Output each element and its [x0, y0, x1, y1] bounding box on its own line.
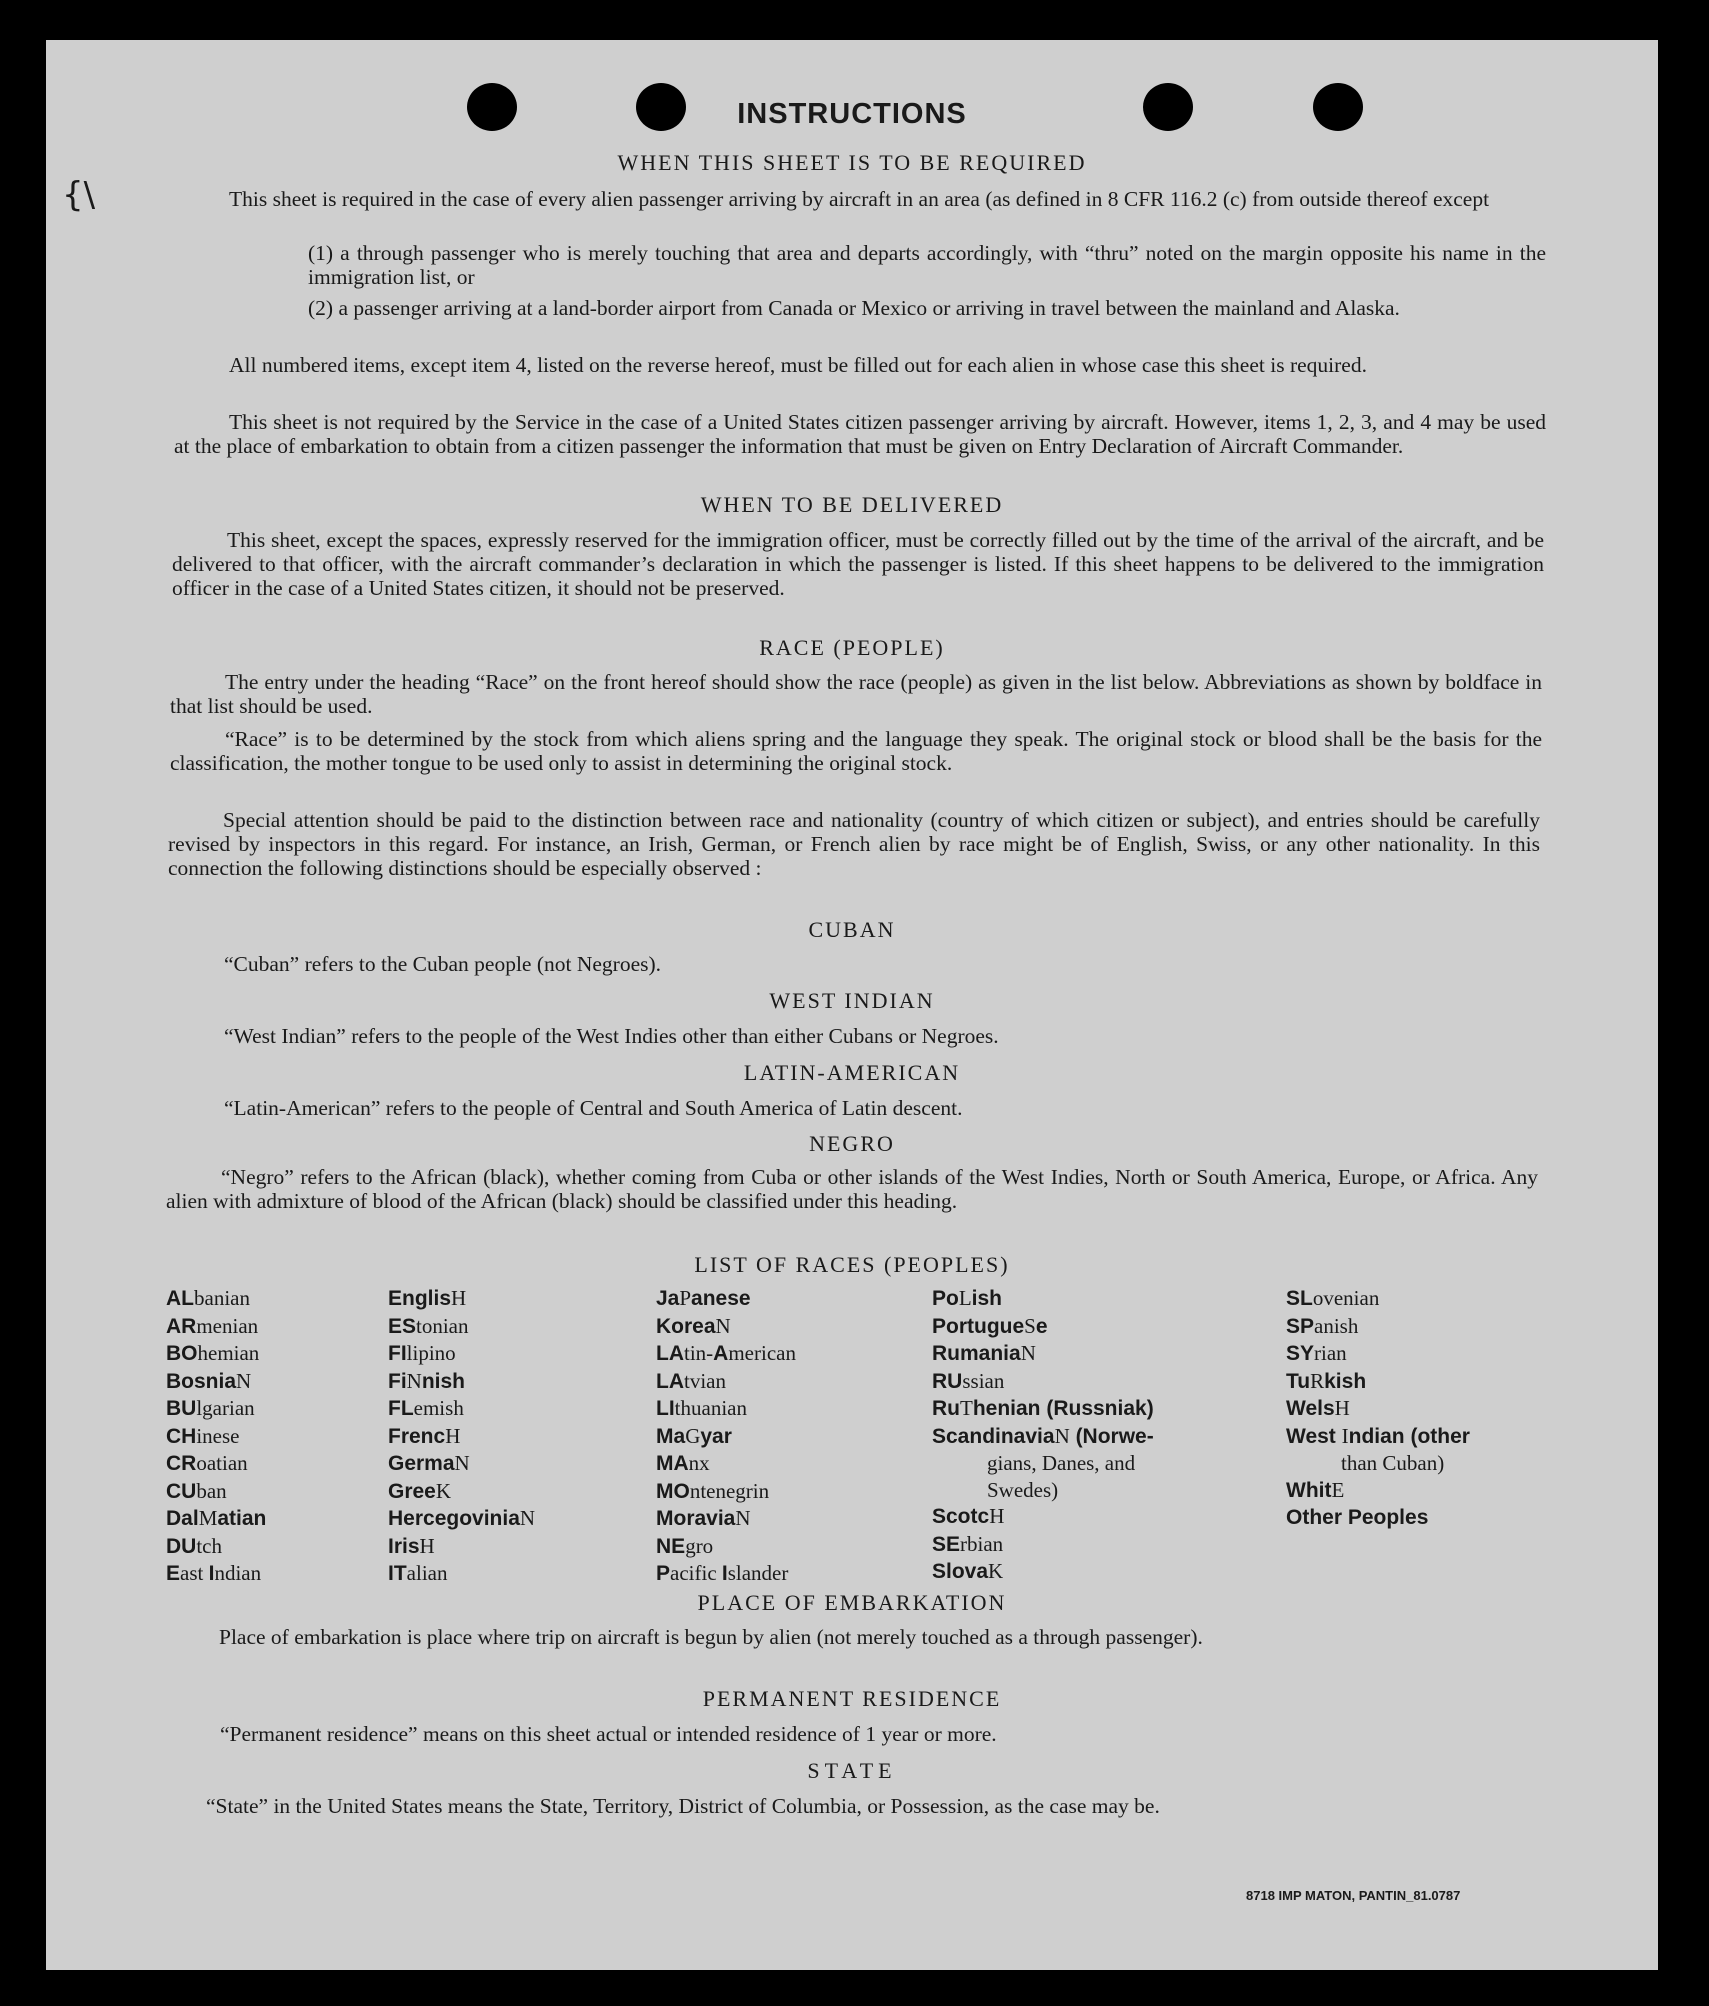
page-title: INSTRUCTIONS: [737, 98, 967, 130]
race-entry: [388, 1505, 535, 1533]
race-abbreviation: BO: [166, 1342, 198, 1365]
race-entry-text: than Cuban): [1341, 1451, 1445, 1475]
race-abbreviation: NE: [656, 1534, 686, 1558]
heading-race: RACE (PEOPLE): [759, 635, 945, 660]
race-entry: [166, 1395, 266, 1423]
race-abbreviation: Wels: [1286, 1397, 1335, 1420]
race-entry: [388, 1450, 535, 1478]
race-entry: [166, 1560, 266, 1588]
race-entry-text: gians, Danes, and: [987, 1451, 1136, 1475]
race-entry-text: hemian: [197, 1341, 260, 1365]
race-entry-text: acific: [670, 1561, 722, 1585]
race-entry-text: banian: [194, 1286, 250, 1310]
race-entry: [388, 1533, 535, 1561]
race-column-2: [388, 1285, 535, 1588]
race-entry-text: M: [198, 1506, 218, 1530]
race-entry: [166, 1285, 266, 1313]
race-entry-text: H: [989, 1504, 1005, 1528]
race-abbreviation: MO: [656, 1479, 690, 1503]
race-abbreviation: Ja: [656, 1287, 680, 1310]
para-item-1: (1) a through passenger who is merely touching that area and departs accordingly, with “thru” noted on the margin opposite his name in the immigration list, or: [308, 241, 1546, 289]
race-entry: [388, 1313, 535, 1341]
race-entry-text: rian: [1314, 1341, 1347, 1365]
race-abbreviation: Korea: [656, 1314, 716, 1338]
para-delivered: This sheet, except the spaces, expressly reserved for the immigration officer, must be correctly filled out by the time of the arrival of the aircraft, and be delivered to that officer, with the aircraft commander’s declaration in which the passenger is listed. If this sheet happens to be delivered to the immigration officer in the case of a United States citizen, it should not be preserved.: [172, 528, 1544, 600]
race-abbreviation: LA: [656, 1369, 684, 1393]
race-entry: [932, 1313, 1154, 1341]
heading-list-of-races: LIST OF RACES (PEOPLES): [694, 1252, 1010, 1277]
race-entry: [932, 1395, 1154, 1423]
race-column-1: [166, 1285, 266, 1588]
race-abbreviation: nish: [421, 1369, 466, 1393]
race-entry-text: H: [419, 1533, 435, 1558]
race-abbreviation: Other Peoples: [1286, 1506, 1429, 1529]
race-entry: [166, 1423, 266, 1451]
race-entry: [1286, 1477, 1470, 1505]
race-entry: [166, 1533, 266, 1561]
race-entry-text: tch: [196, 1533, 222, 1558]
race-column-4: [932, 1285, 1154, 1586]
race-entry: [932, 1340, 1154, 1368]
race-entry: [656, 1313, 796, 1341]
race-entry: [932, 1558, 1154, 1586]
race-abbreviation: SP: [1286, 1314, 1315, 1338]
race-entry-text: K: [988, 1559, 1004, 1583]
race-entry: [1286, 1423, 1470, 1451]
race-entry: [656, 1423, 796, 1451]
race-entry-text: gro: [685, 1533, 714, 1558]
race-entry: [388, 1423, 535, 1451]
race-abbreviation: FI: [388, 1342, 407, 1365]
race-abbreviation: SL: [1286, 1287, 1313, 1310]
race-entry: [656, 1368, 796, 1396]
race-entry-text: N: [454, 1451, 470, 1475]
race-entry: [932, 1450, 1154, 1477]
race-column-5: [1286, 1285, 1470, 1532]
race-abbreviation: CH: [166, 1424, 197, 1448]
race-entry: [1286, 1368, 1470, 1396]
race-abbreviation: CR: [166, 1452, 197, 1475]
race-entry: [166, 1450, 266, 1478]
race-abbreviation: ndian (other: [1348, 1424, 1470, 1448]
para-race-2: “Race” is to be determined by the stock from which aliens spring and the language they speak. The original stock or blood shall be the basis for the classification, the mother tongue to be used only to assist in determining the original stock.: [170, 727, 1542, 775]
race-abbreviation: kish: [1324, 1369, 1367, 1393]
race-abbreviation: Portugue: [932, 1314, 1025, 1338]
para-cuban: “Cuban” refers to the Cuban people (not Negroes).: [224, 952, 662, 976]
race-abbreviation: Gree: [388, 1479, 436, 1503]
race-abbreviation: Germa: [388, 1452, 455, 1475]
race-entry-text: N: [1020, 1341, 1036, 1365]
race-abbreviation: Ru: [932, 1397, 960, 1420]
race-entry: [388, 1285, 535, 1313]
race-entry-text: N: [406, 1368, 422, 1393]
race-entry-text: ovenian: [1312, 1286, 1380, 1310]
race-entry: [656, 1478, 796, 1506]
race-entry: [656, 1505, 796, 1533]
race-abbreviation: I: [721, 1562, 728, 1585]
handwritten-mark: {\: [62, 175, 96, 215]
para-required-intro: This sheet is required in the case of every alien passenger arriving by aircraft in an area (as defined in 8 CFR 116.2 (c) from outside thereof except: [229, 187, 1490, 211]
race-abbreviation: BU: [166, 1397, 197, 1420]
race-entry-text: H: [1334, 1396, 1350, 1420]
race-entry-text: ssian: [962, 1368, 1005, 1393]
race-entry: [388, 1395, 535, 1423]
race-entry-text: lipino: [406, 1341, 456, 1365]
race-abbreviation: Scandinavia: [932, 1424, 1055, 1448]
race-abbreviation: Rumania: [932, 1342, 1021, 1365]
race-entry-text: ndian: [214, 1561, 262, 1585]
race-entry: [166, 1368, 266, 1396]
race-entry: [656, 1285, 796, 1313]
race-abbreviation: CU: [166, 1479, 197, 1503]
race-entry: [656, 1450, 796, 1478]
race-entry-text: G: [685, 1423, 701, 1448]
race-entry-text: N: [715, 1313, 731, 1338]
race-entry-text: inese: [196, 1423, 240, 1448]
race-abbreviation: P: [656, 1562, 671, 1585]
document-sheet: [46, 40, 1658, 1970]
race-abbreviation: Hercegovinia: [388, 1507, 520, 1530]
para-west-indian: “West Indian” refers to the people of the West Indies other than either Cubans or Negroes.: [224, 1024, 999, 1048]
race-entry: [1286, 1450, 1470, 1477]
race-entry-text: rbian: [960, 1531, 1004, 1556]
printer-code: 8718 IMP MATON, PANTIN_81.0787: [1246, 1888, 1461, 1903]
race-entry: [1286, 1285, 1470, 1313]
race-abbreviation: henian (Russniak): [972, 1397, 1154, 1420]
para-negro: “Negro” refers to the African (black), whether coming from Cuba or other islands of the West Indies, North or South America, Europe, or Africa. Any alien with admixture of blood of the African (black) should be classified under this heading.: [166, 1165, 1538, 1213]
race-abbreviation: Po: [932, 1287, 959, 1310]
race-entry: [388, 1340, 535, 1368]
race-abbreviation: ES: [388, 1314, 417, 1338]
heading-required: WHEN THIS SHEET IS TO BE REQUIRED: [617, 150, 1087, 175]
race-abbreviation: LA: [656, 1342, 684, 1365]
heading-residence: PERMANENT RESIDENCE: [702, 1686, 1002, 1711]
race-entry-text: tin-: [684, 1341, 714, 1365]
heading-embarkation: PLACE OF EMBARKATION: [697, 1590, 1007, 1615]
race-abbreviation: AL: [166, 1287, 194, 1310]
race-entry: [932, 1423, 1154, 1451]
para-race-3: Special attention should be paid to the distinction between race and nationality (country of which citizen or subject), and entries should be carefully revised by inspectors in this regard. For instance, an Irish, German, or French alien by race might be of English, Swiss, or any other nationality. In this connection the following distinctions should be especially observed :: [168, 808, 1540, 880]
para-item-2: (2) a passenger arriving at a land-border airport from Canada or Mexico or arriving in travel between the mainland and Alaska.: [308, 296, 1400, 320]
race-abbreviation: atian: [217, 1507, 267, 1530]
race-entry-text: lgarian: [196, 1396, 255, 1420]
race-entry: [388, 1368, 535, 1396]
race-abbreviation: I: [208, 1562, 215, 1585]
race-abbreviation: Tu: [1286, 1369, 1311, 1393]
race-abbreviation: FL: [388, 1397, 414, 1420]
race-entry-text: nx: [688, 1451, 710, 1475]
race-entry: [932, 1531, 1154, 1559]
race-entry-text: slander: [727, 1561, 789, 1585]
race-abbreviation: SE: [932, 1532, 961, 1556]
race-entry-text: S: [1024, 1313, 1036, 1338]
race-entry: [388, 1478, 535, 1506]
race-entry-text: H: [451, 1286, 467, 1310]
race-entry-text: ast: [180, 1561, 209, 1585]
race-abbreviation: SY: [1286, 1342, 1315, 1365]
race-entry: [656, 1395, 796, 1423]
para-residence: “Permanent residence” means on this sheet actual or intended residence of 1 year or more.: [220, 1722, 997, 1746]
heading-west-indian: WEST INDIAN: [769, 988, 935, 1013]
race-entry-text: P: [679, 1286, 692, 1310]
race-entry-text: tonian: [416, 1313, 469, 1338]
race-entry-text: T: [960, 1396, 973, 1420]
heading-state: STATE: [807, 1758, 897, 1783]
race-entry-text: N: [519, 1506, 536, 1530]
race-entry-text: R: [1310, 1368, 1325, 1393]
race-entry: [932, 1477, 1154, 1504]
race-abbreviation: Scotc: [932, 1505, 990, 1528]
race-abbreviation: Iris: [388, 1534, 420, 1558]
race-entry: [166, 1505, 266, 1533]
race-abbreviation: Moravia: [656, 1507, 736, 1530]
race-abbreviation: Whit: [1286, 1478, 1332, 1502]
race-column-3: [656, 1285, 796, 1588]
race-abbreviation: (Norwe-: [1069, 1424, 1154, 1448]
race-entry: [1286, 1313, 1470, 1341]
para-embarkation: Place of embarkation is place where trip on aircraft is begun by alien (not merely touched as a through passenger).: [219, 1625, 1203, 1649]
race-entry: [656, 1560, 796, 1588]
heading-negro: NEGRO: [809, 1131, 895, 1156]
race-abbreviation: Slova: [932, 1560, 989, 1583]
race-abbreviation: AR: [166, 1314, 197, 1338]
race-entry-text: N: [1054, 1423, 1070, 1448]
para-not-required: This sheet is not required by the Service in the case of a United States citizen passenger arriving by aircraft. However, items 1, 2, 3, and 4 may be used at the place of embarkation to obtain from a citizen passenger the information that must be given on Entry Declaration of Aircraft Commander.: [174, 410, 1546, 458]
race-entry: [166, 1340, 266, 1368]
para-latin-american: “Latin-American” refers to the people of Central and South America of Latin descent.: [224, 1096, 963, 1120]
race-entry: [1286, 1340, 1470, 1368]
race-entry-text: K: [435, 1478, 452, 1503]
race-entry-text: E: [1331, 1477, 1345, 1502]
race-abbreviation: West: [1286, 1424, 1342, 1448]
race-entry-text: H: [445, 1423, 461, 1448]
race-abbreviation: ish: [971, 1287, 1003, 1310]
race-entry: [932, 1368, 1154, 1396]
heading-cuban: CUBAN: [808, 917, 896, 942]
heading-delivered: WHEN TO BE DELIVERED: [700, 492, 1004, 517]
race-abbreviation: Frenc: [388, 1424, 446, 1448]
race-abbreviation: LI: [656, 1397, 675, 1420]
race-abbreviation: A: [713, 1342, 729, 1365]
para-numbered-items: All numbered items, except item 4, listed on the reverse hereof, must be filled out for each alien in whose case this sheet is required.: [229, 353, 1367, 377]
race-entry: [656, 1340, 796, 1368]
race-entry-text: L: [958, 1286, 972, 1310]
race-entry-text: N: [236, 1368, 252, 1393]
race-entry: [166, 1478, 266, 1506]
race-entry-text: anish: [1314, 1313, 1359, 1338]
race-entry-text: Swedes): [987, 1477, 1059, 1502]
race-entry-text: ntenegrin: [689, 1478, 770, 1503]
race-abbreviation: DU: [166, 1534, 197, 1558]
race-entry-text: ban: [196, 1478, 227, 1503]
race-entry-text: menian: [196, 1313, 259, 1338]
race-abbreviation: E: [166, 1562, 181, 1585]
heading-latin-american: LATIN-AMERICAN: [743, 1060, 961, 1085]
race-entry: [166, 1313, 266, 1341]
race-abbreviation: MA: [656, 1452, 689, 1475]
race-entry-text: emish: [413, 1396, 464, 1420]
race-entry: [388, 1560, 535, 1588]
race-entry: [932, 1503, 1154, 1531]
race-abbreviation: e: [1035, 1314, 1048, 1338]
race-entry: [932, 1285, 1154, 1313]
race-entry-text: tvian: [684, 1368, 726, 1393]
race-abbreviation: anese: [691, 1287, 751, 1310]
race-entry: [1286, 1395, 1470, 1423]
race-abbreviation: Dal: [166, 1507, 199, 1530]
para-race-1: The entry under the heading “Race” on the front hereof should show the race (people) as given in the list below. Abbreviations as shown by boldface in that list should be used.: [170, 670, 1542, 718]
race-entry: [1286, 1504, 1470, 1532]
para-state: “State” in the United States means the State, Territory, District of Columbia, or Possession, as the case may be.: [206, 1794, 1160, 1818]
race-abbreviation: yar: [700, 1424, 732, 1448]
race-entry-text: merican: [728, 1341, 796, 1365]
race-entry-text: thuanian: [674, 1396, 747, 1420]
race-entry-text: N: [735, 1506, 751, 1530]
race-entry-text: oatian: [196, 1451, 248, 1475]
race-abbreviation: IT: [388, 1562, 407, 1585]
race-abbreviation: Englis: [388, 1287, 452, 1310]
race-entry-text: alian: [406, 1561, 448, 1585]
race-abbreviation: Fi: [388, 1369, 407, 1393]
race-abbreviation: RU: [932, 1369, 963, 1393]
race-entry: [656, 1533, 796, 1561]
race-abbreviation: Bosnia: [166, 1369, 237, 1393]
race-abbreviation: Ma: [656, 1424, 686, 1448]
race-entry-text: I: [1341, 1423, 1349, 1448]
